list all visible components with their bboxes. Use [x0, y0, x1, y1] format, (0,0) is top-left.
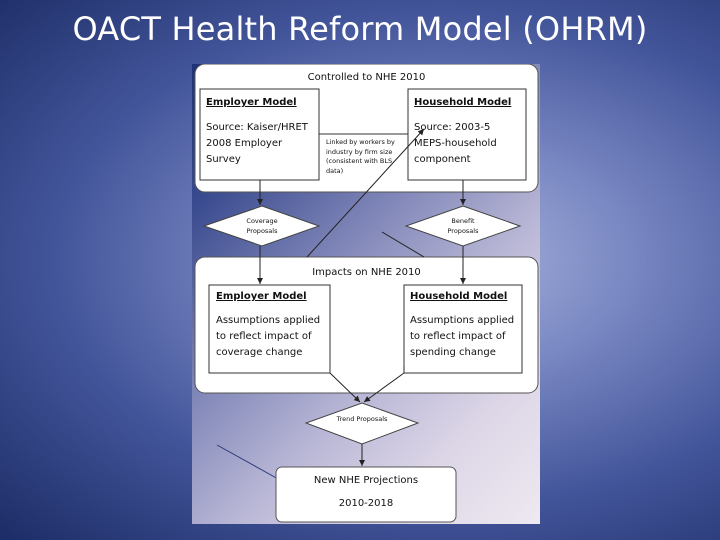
top-household-title: Household Model [414, 97, 512, 108]
mid-employer-title: Employer Model [216, 291, 307, 302]
coverage-diamond-label: Coverage Proposals [246, 217, 278, 235]
benefit-diamond-label: Benefit Proposals [447, 217, 479, 235]
top-employer-title: Employer Model [206, 97, 297, 108]
output-range: 2010-2018 [338, 498, 394, 509]
top-household-body: Source: 2003-5 MEPS-household component [414, 122, 497, 165]
mid-household-body: Assumptions applied to reflect impact of spending change [410, 315, 515, 358]
mid-household-title: Household Model [410, 291, 508, 302]
link-note: Linked by workers by industry by firm size (consistent with BLS data) [326, 138, 395, 175]
mid-employer-body: Assumptions applied to reflect impact of coverage change [216, 315, 321, 358]
top-group-label: Controlled to NHE 2010 [307, 72, 426, 83]
top-employer-body: Source: Kaiser/HRET 2008 Employer Survey [206, 122, 308, 165]
diagonal-line [217, 445, 280, 480]
arrow-crossing-down [382, 232, 424, 257]
flowchart-panel [192, 64, 540, 524]
output-title: New NHE Projections [313, 475, 419, 486]
trend-diamond-label: Trend Proposals [336, 415, 388, 423]
slide-title: OACT Health Reform Model (OHRM) [72, 10, 648, 48]
mid-group-label: Impacts on NHE 2010 [312, 267, 421, 278]
